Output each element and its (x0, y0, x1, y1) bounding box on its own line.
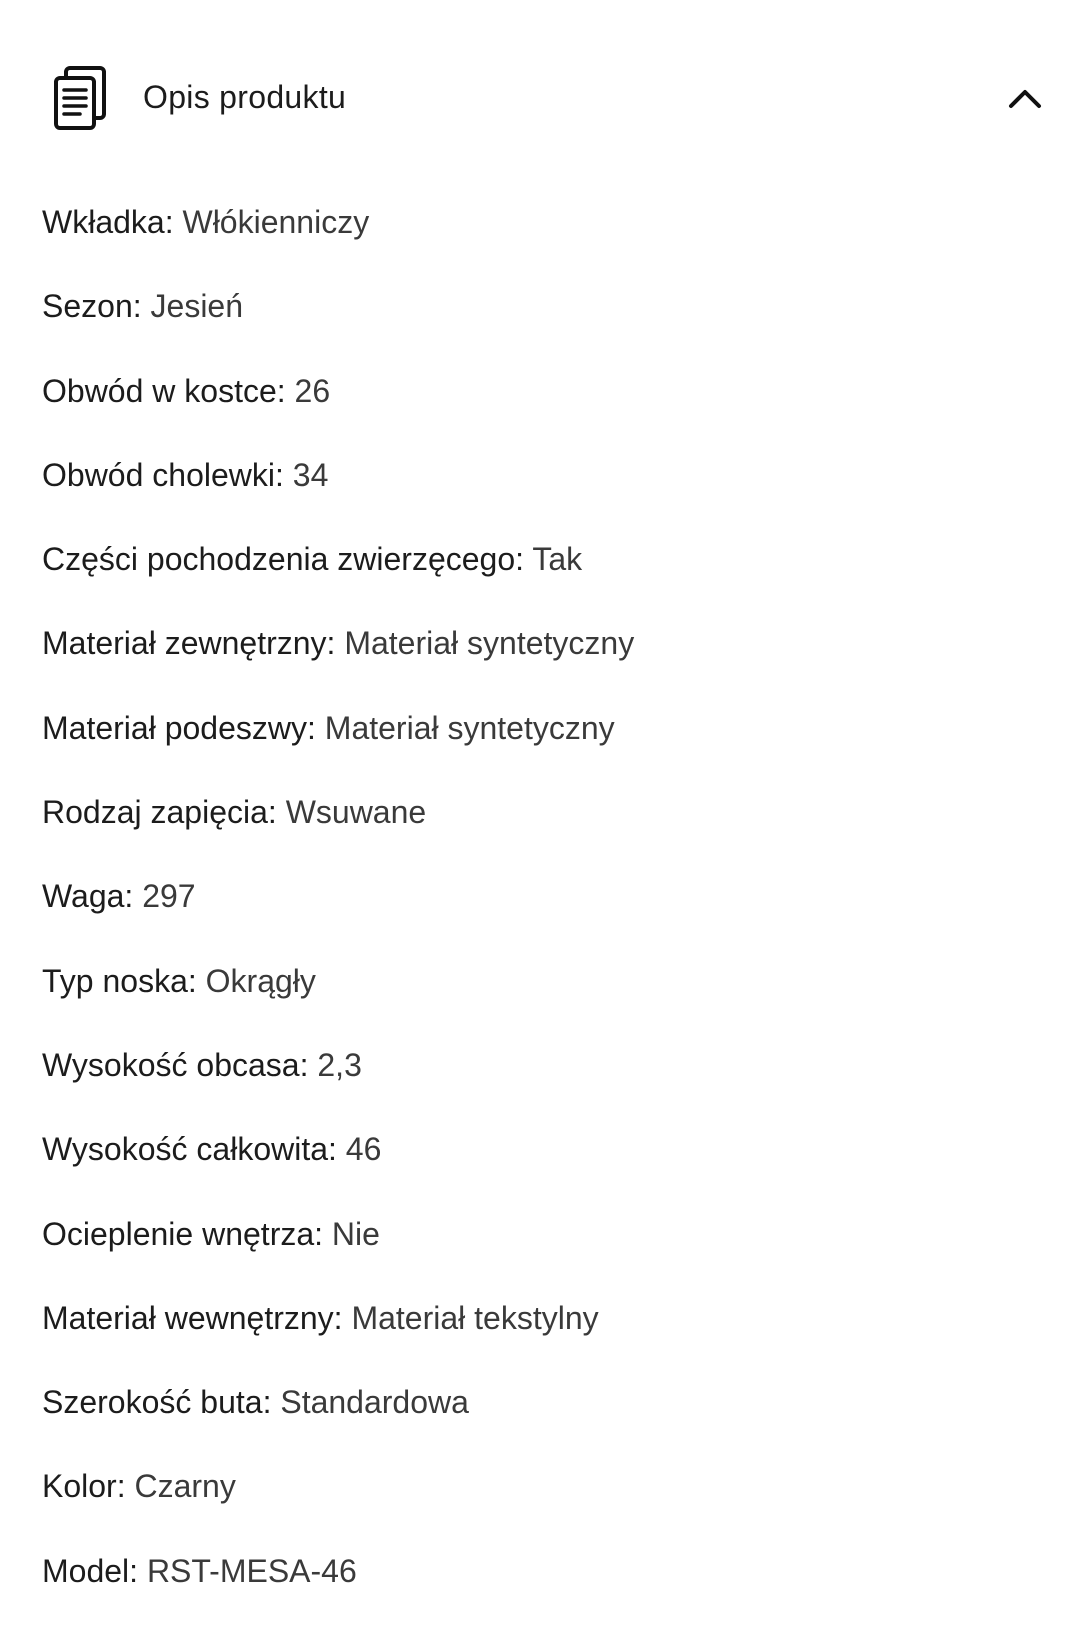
spec-row (42, 537, 634, 621)
spec-label: Wysokość całkowita: (42, 1131, 337, 1168)
spec-row (42, 1464, 634, 1548)
spec-row (42, 790, 634, 874)
section-title: Opis produktu (143, 79, 347, 115)
spec-row (42, 453, 634, 537)
spec-list (42, 200, 634, 1633)
spec-label: Kolor: (42, 1468, 126, 1505)
spec-value: 2,3 (317, 1046, 362, 1083)
spec-label: Sezon: (42, 288, 142, 325)
spec-row (42, 1549, 634, 1633)
spec-row (42, 959, 634, 1043)
spec-row (42, 1043, 634, 1127)
spec-label: Materiał wewnętrzny: (42, 1299, 343, 1336)
spec-label: Typ noska: (42, 962, 197, 999)
spec-row (42, 1212, 634, 1296)
spec-label: Obwód cholewki: (42, 456, 284, 493)
spec-label: Model: (42, 1552, 139, 1589)
spec-value: 46 (345, 1131, 382, 1168)
document-list-icon (52, 66, 108, 132)
spec-value: Materiał tekstylny (351, 1299, 599, 1336)
spec-label: Rodzaj zapięcia: (42, 794, 277, 831)
spec-value: Czarny (134, 1468, 236, 1505)
spec-label: Wkładka: (42, 204, 174, 240)
spec-value: Standardowa (280, 1384, 469, 1421)
spec-label: Wysokość obcasa: (42, 1046, 309, 1083)
spec-value: 26 (294, 372, 331, 409)
spec-row (42, 1380, 634, 1464)
spec-label: Szerokość buta: (42, 1384, 272, 1421)
spec-value: Nie (331, 1215, 380, 1252)
spec-value: Tak (532, 541, 583, 578)
spec-value: RST-MESA-46 (146, 1552, 357, 1589)
spec-row (42, 1296, 634, 1380)
spec-row (42, 284, 634, 368)
spec-value: 34 (292, 456, 329, 493)
spec-row (42, 369, 634, 453)
spec-row (42, 1127, 634, 1211)
spec-row (42, 200, 634, 284)
product-description-header[interactable] (0, 0, 1080, 200)
spec-row (42, 621, 634, 705)
spec-label: Materiał zewnętrzny: (42, 625, 336, 662)
spec-row (42, 706, 634, 790)
spec-value: Materiał syntetyczny (324, 709, 615, 746)
spec-label: Waga: (42, 878, 134, 915)
chevron-up-icon[interactable] (1005, 80, 1045, 116)
spec-label: Materiał podeszwy: (42, 709, 316, 746)
spec-value: Włókienniczy (182, 204, 370, 240)
spec-value: Materiał syntetyczny (344, 625, 635, 662)
spec-label: Części pochodzenia zwierzęcego: (42, 541, 525, 578)
spec-value: Wsuwane (285, 794, 427, 831)
spec-label: Obwód w kostce: (42, 372, 286, 409)
spec-row (42, 874, 634, 958)
spec-value: Jesień (150, 288, 244, 325)
spec-value: 297 (142, 878, 196, 915)
spec-value: Okrągły (205, 962, 316, 999)
spec-label: Ocieplenie wnętrza: (42, 1215, 324, 1252)
